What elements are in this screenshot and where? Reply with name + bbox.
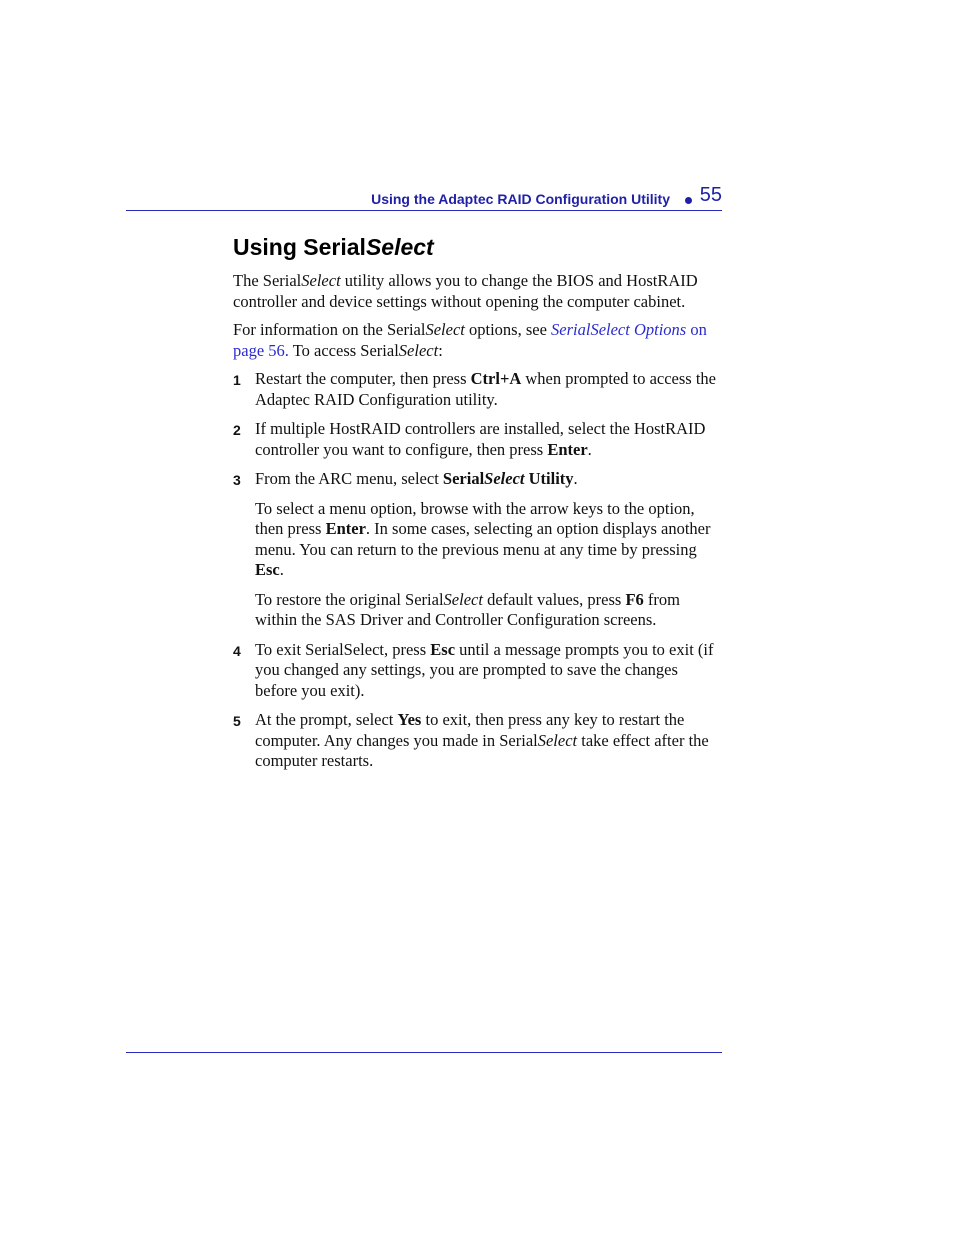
bullet-icon [685, 197, 692, 204]
step-subparagraph [255, 590, 723, 631]
text-run: . [587, 439, 592, 459]
text-run: default values, press [482, 589, 626, 609]
text-run: . In some cases, selecting an option displays another menu. You can return to the previous menu at any time by pressing [255, 519, 711, 559]
section-heading [233, 232, 723, 262]
text-run: . [279, 560, 284, 579]
step-text [255, 369, 723, 410]
text-run-italic: Select [425, 320, 465, 339]
key-label: Esc [255, 560, 280, 579]
text-run: Serial [442, 469, 485, 488]
key-label: Yes [397, 710, 422, 729]
text-run-italic: Select [301, 271, 341, 290]
intro-paragraph [233, 271, 723, 312]
step-number: 4 [233, 642, 241, 659]
text-run: : [438, 340, 443, 360]
step-text [255, 419, 723, 460]
text-run: Utility [524, 469, 574, 488]
step-item [233, 640, 723, 702]
text-run: If multiple HostRAID controllers are installed, select the HostRAID controller you want to configure, then press [255, 419, 706, 459]
step-text [255, 640, 723, 702]
step-item [233, 369, 723, 410]
step-item [233, 419, 723, 460]
info-paragraph [233, 320, 723, 361]
steps-list [233, 369, 723, 772]
heading-prefix: Using Serial [233, 234, 366, 260]
text-run: options, see [464, 320, 552, 339]
key-label: Enter [325, 519, 366, 538]
step-item [233, 710, 723, 772]
step-number: 5 [233, 713, 241, 729]
text-run: To select a menu option, browse with the arrow keys to the option, then press [255, 498, 695, 538]
text-run-italic: Select [398, 340, 439, 360]
key-label: Ctrl+A [470, 369, 522, 388]
text-run: From the ARC menu, select [255, 469, 443, 488]
step-text [255, 710, 723, 772]
text-run: At the prompt, select [255, 710, 398, 729]
key-label: F6 [625, 589, 644, 609]
text-run-italic: Select [537, 730, 578, 750]
text-run: take effect after the computer restarts. [255, 730, 709, 770]
text-run-italic: Select [484, 469, 525, 488]
running-header-title: Using the Adaptec RAID Configuration Utility [371, 191, 670, 207]
text-run: To exit SerialSelect, press [255, 639, 431, 659]
text-run: For information on the Serial [233, 320, 426, 339]
menu-item-label [443, 469, 574, 488]
page-number: 55 [699, 184, 722, 206]
text-run: The Serial [233, 271, 302, 290]
step-number: 3 [233, 472, 241, 488]
step-number: 2 [233, 422, 241, 438]
key-label: Esc [430, 639, 456, 659]
step-subparagraph [255, 499, 723, 581]
footer-divider [126, 1052, 722, 1053]
text-run: To access Serial [288, 340, 399, 360]
step-number: 1 [233, 372, 241, 388]
text-run: To restore the original Serial [255, 589, 444, 609]
link-text-italic: SerialSelect Options [551, 320, 687, 339]
text-run: from within the SAS Driver and Controller Configuration screens. [255, 589, 680, 629]
text-run: until a message prompts you to exit (if you changed any settings, you are prompted to save the changes before you exit). [255, 639, 714, 700]
text-run: when prompted to access the Adaptec RAID Configuration utility. [255, 369, 716, 409]
step-text [255, 469, 723, 490]
heading-italic: Select [365, 234, 434, 260]
text-run: . [573, 469, 578, 488]
text-run: utility allows you to change the BIOS and HostRAID controller and device settings without opening the computer cabinet. [233, 271, 698, 311]
running-header [126, 185, 722, 211]
link-text: on page 56. [233, 320, 707, 360]
page-body [233, 232, 723, 781]
text-run: to exit, then press any key to restart the computer. Any changes you made in Serial [255, 710, 685, 750]
step-item [233, 469, 723, 631]
text-run-italic: Select [443, 589, 483, 609]
text-run: Restart the computer, then press [255, 369, 471, 388]
key-label: Enter [547, 439, 588, 459]
